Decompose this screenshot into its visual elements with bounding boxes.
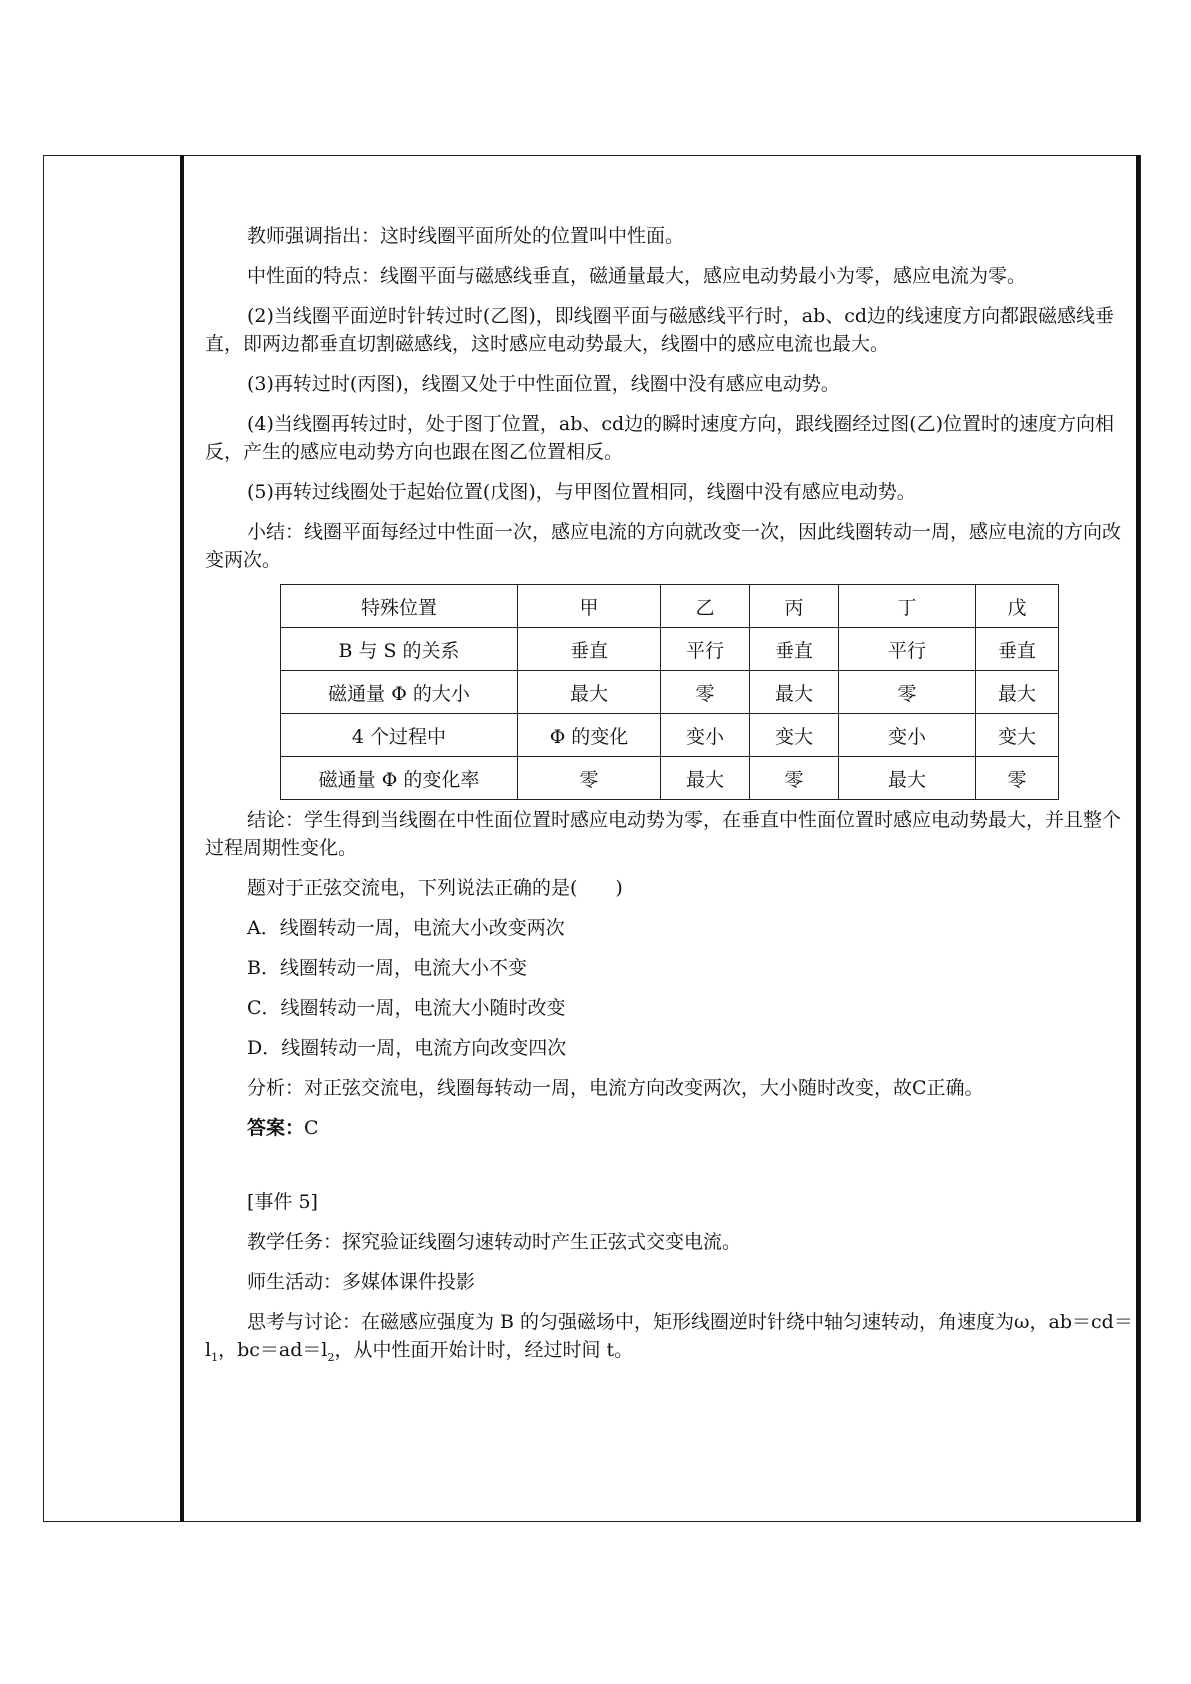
discussion-part-c: ，从中性面开始计时，经过时间 t。 xyxy=(334,1339,634,1361)
table-cell: 最大 xyxy=(661,757,750,800)
paragraph-summary: 小结：线圈平面每经过中性面一次，感应电流的方向就改变一次，因此线圈转动一周，感应电流的方向改变两次。 xyxy=(205,521,1122,571)
question-option-c: C．线圈转动一周，电流大小随时改变 xyxy=(247,997,566,1019)
event-heading: [事件 5] xyxy=(247,1191,318,1213)
table-row xyxy=(281,757,1059,800)
table-cell: 零 xyxy=(976,757,1059,800)
table-cell: 最大 xyxy=(976,671,1059,714)
spacer xyxy=(205,1154,1135,1188)
question-stem: 题对于正弦交流电，下列说法正确的是( ) xyxy=(247,877,623,899)
paragraph-step-2: (2)当线圈平面逆时针转过时(乙图)，即线圈平面与磁感线平行时，ab、cd边的线速度方向都跟磁感线垂直，即两边都垂直切割磁感线，这时感应电动势最大，线圈中的感应电流也最大。 xyxy=(205,305,1115,355)
table-row xyxy=(281,714,1059,757)
table-cell: 垂直 xyxy=(518,628,661,671)
table-cell: 4 个过程中 xyxy=(281,714,518,757)
event-task: 教学任务：探究验证线圈匀速转动时产生正弦式交变电流。 xyxy=(247,1231,742,1253)
table-cell: Φ 的变化 xyxy=(518,714,661,757)
table-row xyxy=(281,585,1059,628)
question-analysis: 分析：对正弦交流电，线圈每转动一周，电流方向改变两次，大小随时改变，故C正确。 xyxy=(247,1077,984,1099)
question-option-d: D．线圈转动一周，电流方向改变四次 xyxy=(247,1037,567,1059)
table-cell: 乙 xyxy=(661,585,750,628)
table-cell: 平行 xyxy=(839,628,976,671)
question-option-a: A．线圈转动一周，电流大小改变两次 xyxy=(247,917,565,939)
table-cell: 零 xyxy=(839,671,976,714)
subscript-1: 1 xyxy=(211,1350,219,1364)
table-cell: 磁通量 Φ 的变化率 xyxy=(281,757,518,800)
lesson-content xyxy=(205,222,1135,1384)
table-cell: 零 xyxy=(518,757,661,800)
table-cell: 垂直 xyxy=(976,628,1059,671)
left-column-divider xyxy=(180,155,184,1522)
table-cell: 变大 xyxy=(976,714,1059,757)
table-cell: 变小 xyxy=(839,714,976,757)
table-cell: 垂直 xyxy=(750,628,839,671)
table-cell: 零 xyxy=(750,757,839,800)
answer-label: 答案： xyxy=(247,1117,305,1139)
paragraph-step-5: (5)再转过线圈处于起始位置(戊图)，与甲图位置相同，线圈中没有感应电动势。 xyxy=(247,481,916,503)
paragraph-step-4: (4)当线圈再转过时，处于图丁位置，ab、cd边的瞬时速度方向，跟线圈经过图(乙)位置时的速度方向相反，产生的感应电动势方向也跟在图乙位置相反。 xyxy=(205,413,1115,463)
discussion-part-a: 思考与讨论：在磁感应强度为 B 的匀强磁场中，矩形线圈逆时针绕中轴匀速转动，角速度为ω，ab＝cd＝l xyxy=(205,1311,1133,1361)
right-border xyxy=(1136,155,1140,1522)
paragraph-conclusion: 结论：学生得到当线圈在中性面位置时感应电动势为零，在垂直中性面位置时感应电动势最大，并且整个过程周期性变化。 xyxy=(205,809,1122,859)
table-cell: 特殊位置 xyxy=(281,585,518,628)
table-cell: 戊 xyxy=(976,585,1059,628)
table-cell: 丁 xyxy=(839,585,976,628)
table-cell: 最大 xyxy=(518,671,661,714)
table-cell: 平行 xyxy=(661,628,750,671)
table-row xyxy=(281,628,1059,671)
table-cell: 丙 xyxy=(750,585,839,628)
question-option-b: B．线圈转动一周，电流大小不变 xyxy=(247,957,527,979)
table-row xyxy=(281,671,1059,714)
table-cell: 最大 xyxy=(839,757,976,800)
table-cell: 磁通量 Φ 的大小 xyxy=(281,671,518,714)
subscript-2: 2 xyxy=(327,1350,335,1364)
discussion-part-b: ，bc＝ad＝l xyxy=(218,1339,328,1361)
paragraph-step-3: (3)再转过时(丙图)，线圈又处于中性面位置，线圈中没有感应电动势。 xyxy=(247,373,840,395)
summary-table xyxy=(280,584,1059,800)
event-discussion xyxy=(205,1308,1135,1372)
table-cell: 变大 xyxy=(750,714,839,757)
answer-value: C xyxy=(304,1117,319,1139)
table-cell: 最大 xyxy=(750,671,839,714)
paragraph-neutral-plane-features: 中性面的特点：线圈平面与磁感线垂直，磁通量最大，感应电动势最小为零，感应电流为零。 xyxy=(247,265,1027,287)
question-answer xyxy=(205,1114,1135,1142)
event-activity: 师生活动：多媒体课件投影 xyxy=(247,1271,476,1293)
table-cell: 变小 xyxy=(661,714,750,757)
table-cell: B 与 S 的关系 xyxy=(281,628,518,671)
table-cell: 甲 xyxy=(518,585,661,628)
table-cell: 零 xyxy=(661,671,750,714)
paragraph-neutral-plane: 教师强调指出：这时线圈平面所处的位置叫中性面。 xyxy=(247,225,685,247)
